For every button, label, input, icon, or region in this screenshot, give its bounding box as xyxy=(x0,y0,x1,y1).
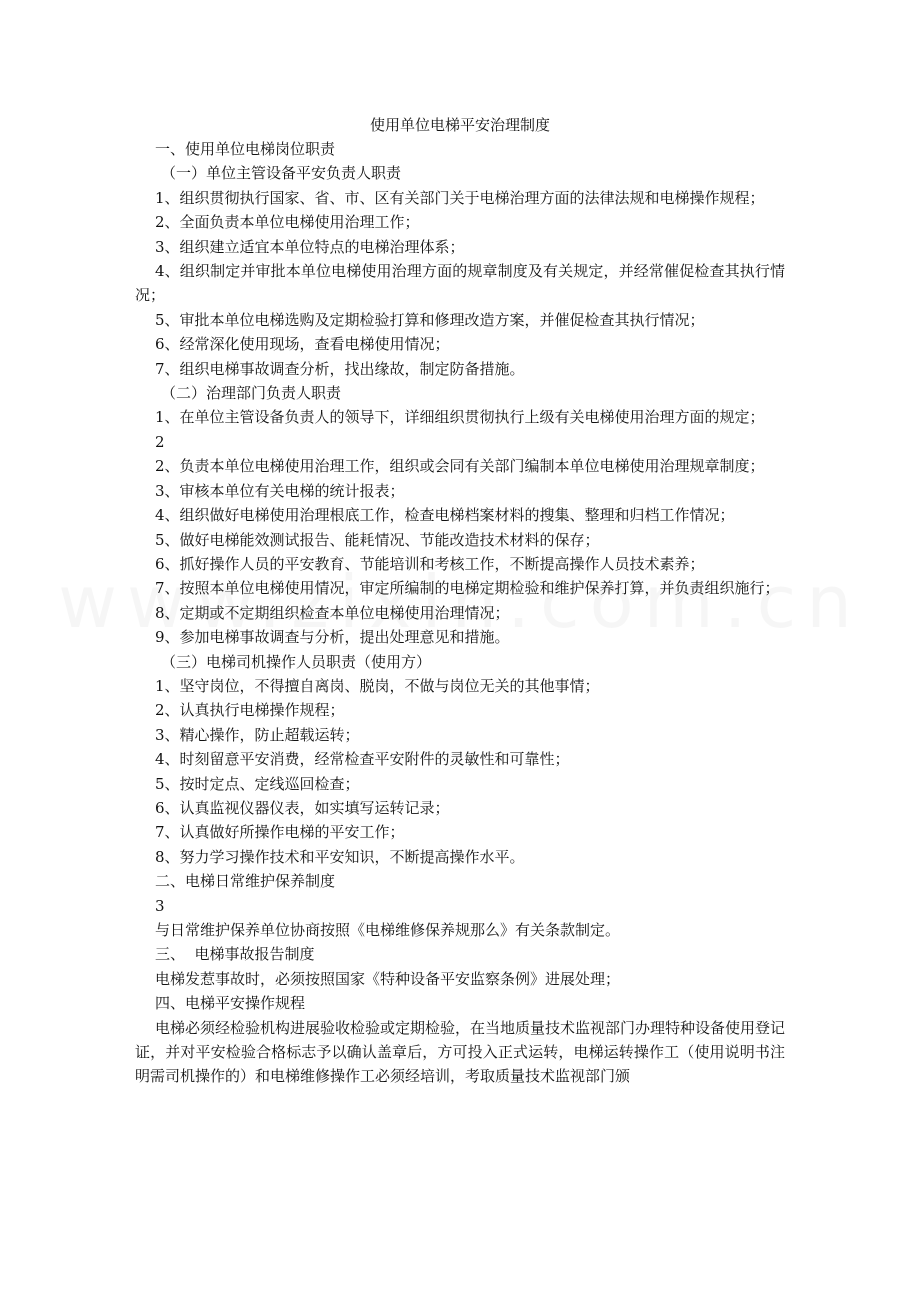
paragraph: 5、审批本单位电梯选购及定期检验打算和修理改造方案，并催促检查其执行情况； xyxy=(155,310,705,329)
paragraph: 与日常维护保养单位协商按照《电梯维修保养规那么》有关条款制定。 xyxy=(155,921,621,939)
paragraph: 2、全面负责本单位电梯使用治理工作； xyxy=(155,213,420,232)
paragraph: 3、组织建立适宜本单位特点的电梯治理体系； xyxy=(155,237,465,256)
paragraph: 8、定期或不定期组织检查本单位电梯使用治理情况； xyxy=(155,603,510,622)
paragraph: 7、认真做好所操作电梯的平安工作； xyxy=(155,823,405,842)
subsection-heading: （一）单位主管设备平安负责人职责 xyxy=(161,164,402,183)
paragraph: 2、负责本单位电梯使用治理工作，组织或会同有关部门编制本单位电梯使用治理规章制度； xyxy=(155,457,765,476)
page-number: 2 xyxy=(155,432,165,451)
paragraph: 4、时刻留意平安消费，经常检查平安附件的灵敏性和可靠性； xyxy=(155,750,570,769)
paragraph: 3、审核本单位有关电梯的统计报表； xyxy=(155,481,405,500)
paragraph: 5、做好电梯能效测试报告、能耗情况、节能改造技术材料的保存； xyxy=(155,530,600,549)
paragraph: 7、组织电梯事故调查分析，找出缘故，制定防备措施。 xyxy=(155,359,525,378)
section-heading: 四、电梯平安操作规程 xyxy=(155,994,306,1013)
page-number: 3 xyxy=(155,896,165,915)
document-title: 使用单位电梯平安治理制度 xyxy=(369,116,550,134)
subsection-heading: （二）治理部门负责人职责 xyxy=(161,384,342,403)
paragraph: 2、认真执行电梯操作规程； xyxy=(155,701,345,720)
paragraph: 7、按照本单位电梯使用情况，审定所编制的电梯定期检验和维护保养打算，并负责组织施行； xyxy=(155,579,780,598)
paragraph: 9、参加电梯事故调查与分析，提出处理意见和措施。 xyxy=(155,628,510,647)
paragraph: 1、坚守岗位，不得擅自离岗、脱岗，不做与岗位无关的其他事情； xyxy=(155,676,600,695)
paragraph: 4、组织制定并审批本单位电梯使用治理方面的规章制度及有关规定，并经常催促检查其执行情况； xyxy=(135,262,785,305)
paragraph: 1、在单位主管设备负责人的领导下，详细组织贯彻执行上级有关电梯使用治理方面的规定； xyxy=(155,408,765,427)
subsection-heading: （三）电梯司机操作人员职责（使用方） xyxy=(161,652,432,671)
document-body xyxy=(135,137,785,1089)
paragraph: 电梯发惹事故时，必须按照国家《特种设备平安监察条例》进展处理； xyxy=(155,969,621,988)
paragraph: 6、抓好操作人员的平安教育、节能培训和考核工作，不断提高操作人员技术素养； xyxy=(155,554,705,573)
paragraph: 6、经常深化使用现场，查看电梯使用情况； xyxy=(155,335,450,354)
paragraph: 3、精心操作，防止超载运转； xyxy=(155,725,360,744)
paragraph: 8、努力学习操作技术和平安知识，不断提高操作水平。 xyxy=(155,847,525,866)
section-heading: 二、电梯日常维护保养制度 xyxy=(155,872,336,891)
section-heading: 一、使用单位电梯岗位职责 xyxy=(155,140,336,158)
paragraph: 4、组织做好电梯使用治理根底工作，检查电梯档案材料的搜集、整理和归档工作情况； xyxy=(155,506,735,525)
paragraph: 电梯必须经检验机构进展验收检验或定期检验，在当地质量技术监视部门办理特种设备使用登记证，并对平安检验合格标志予以确认盖章后，方可投入正式运转，电梯运转操作工（使用说明书注明需司机操作的）和电梯维修操作工必须经培训，考取质量技术监视部门颁 xyxy=(135,1018,786,1086)
paragraph: 5、按时定点、定线巡回检查； xyxy=(155,774,360,793)
paragraph: 6、认真监视仪器仪表，如实填写运转记录； xyxy=(155,798,450,817)
paragraph: 1、组织贯彻执行国家、省、市、区有关部门关于电梯治理方面的法律法规和电梯操作规程； xyxy=(155,188,765,207)
section-heading: 三、 电梯事故报告制度 xyxy=(155,945,315,964)
